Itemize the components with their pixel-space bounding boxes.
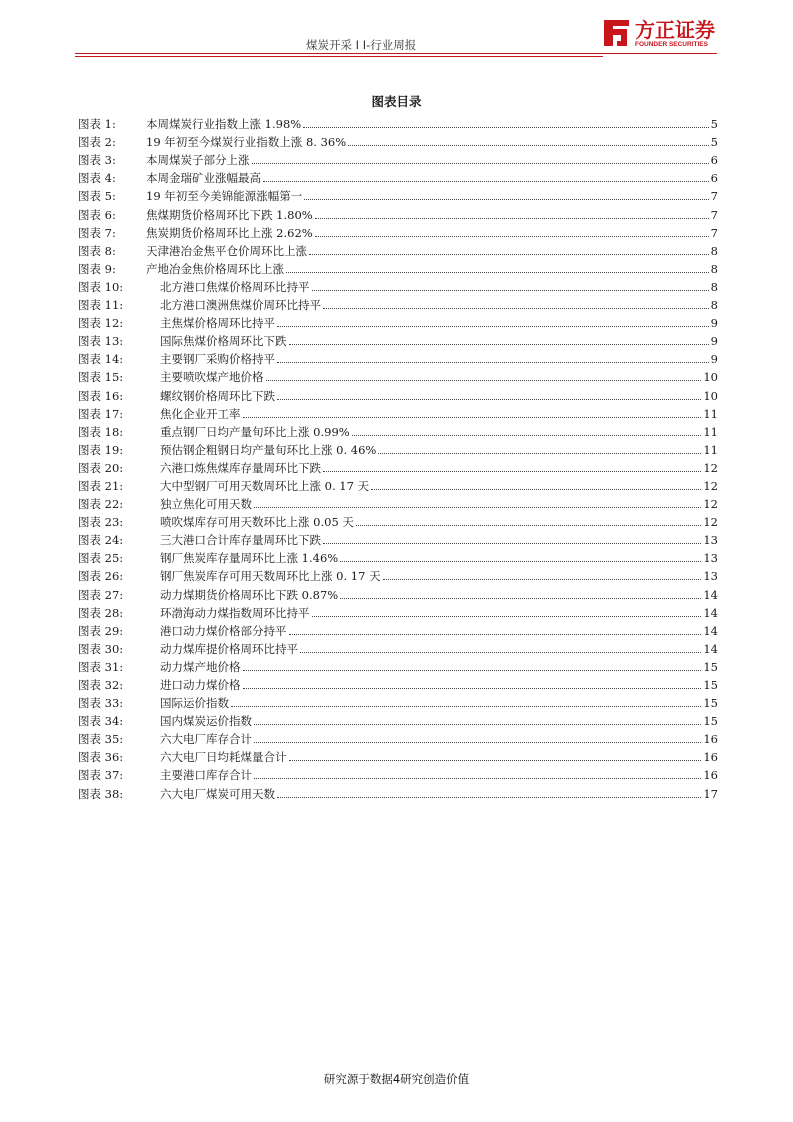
toc-entry-text: 喷吹煤库存可用天数环比上涨 0.05 天 [160,515,354,530]
toc-entry[interactable] [78,638,718,656]
toc-entry-label: 图表 13: [78,334,124,349]
logo-english-name: FOUNDER SECURITIES [635,41,708,48]
toc-entry-label: 图表 34: [78,714,124,729]
toc-entry-label: 图表 12: [78,316,124,331]
toc-entry-label: 图表 38: [78,786,124,801]
toc-dot-leader [300,651,701,653]
toc-entry-label: 图表 19: [78,442,124,457]
toc-entry-page: 12 [703,497,718,512]
toc-entry-text: 本周煤炭子部分上涨 [146,153,250,168]
toc-entry-page: 10 [703,370,718,385]
toc-dot-leader [277,398,701,400]
toc-entry[interactable] [78,403,718,421]
toc-dot-leader [323,470,701,472]
toc-entry-label: 图表 2: [78,135,116,150]
toc-dot-leader [263,180,709,182]
toc-entry-label: 图表 10: [78,279,124,294]
toc-entry-text: 预估钢企粗钢日均产量旬环比上涨 0. 46% [160,442,377,457]
toc-dot-leader [243,669,702,671]
toc-entry-page: 9 [710,334,718,349]
toc-entry-label: 图表 5: [78,189,116,204]
toc-entry[interactable] [78,113,718,131]
toc-dot-leader [352,434,702,436]
toc-entry-label: 图表 23: [78,515,124,530]
toc-entry[interactable] [78,330,718,348]
toc-entry-page: 11 [703,406,718,421]
toc-entry-text: 北方港口澳洲焦煤价周环比持平 [160,298,321,313]
toc-entry-label: 图表 28: [78,605,124,620]
toc-entry-page: 17 [703,786,718,801]
toc-entry-label: 图表 3: [78,153,116,168]
toc-entry[interactable] [78,529,718,547]
toc-entry[interactable] [78,366,718,384]
toc-entry-page: 8 [710,243,718,258]
toc-dot-leader [312,289,709,291]
toc-entry-page: 13 [703,551,718,566]
toc-entry-page: 12 [703,478,718,493]
toc-entry-page: 15 [703,714,718,729]
toc-entry-text: 大中型钢厂可用天数周环比上涨 0. 17 天 [160,478,370,493]
toc-entry-label: 图表 37: [78,768,124,783]
toc-entry-page: 11 [703,424,718,439]
toc-entry-text: 19 年初至今煤炭行业指数上涨 8. 36% [146,135,347,150]
toc-entry[interactable] [78,782,718,800]
toc-dot-leader [315,217,709,219]
toc-entry[interactable] [78,475,718,493]
toc-entry-page: 8 [710,298,718,313]
toc-entry[interactable] [78,276,718,294]
toc-dot-leader [303,126,708,128]
toc-entry-label: 图表 8: [78,243,116,258]
toc-entry-text: 焦煤期货价格周环比下跌 1.80% [146,207,313,222]
header-divider [75,53,717,54]
toc-entry-text: 国际焦煤价格周环比下跌 [160,334,287,349]
toc-dot-leader [243,687,702,689]
toc-entry-text: 六港口炼焦煤库存量周环比下跌 [160,460,321,475]
toc-dot-leader [304,198,708,200]
toc-entry-label: 图表 22: [78,497,124,512]
toc-entry[interactable] [78,602,718,620]
toc-dot-leader [323,542,701,544]
toc-entry-text: 环渤海动力煤指数周环比持平 [160,605,310,620]
toc-entry-page: 8 [710,279,718,294]
toc-entry-label: 图表 32: [78,678,124,692]
toc-dot-leader [286,271,709,273]
toc-entry-label: 图表 31: [78,659,124,674]
toc-entry-label: 图表 33: [78,696,124,711]
toc-entry-text: 动力煤产地价格 [160,659,241,674]
toc-entry[interactable] [78,674,718,692]
logo-chinese-name: 方正证券 [635,18,715,42]
toc-entry-page: 9 [710,316,718,331]
toc-entry-text: 港口动力煤价格部分持平 [160,623,287,638]
toc-dot-leader [315,235,709,237]
toc-dot-leader [309,253,709,255]
toc-entry-page: 11 [703,442,718,457]
toc-entry-label: 图表 15: [78,370,124,385]
toc-entry-text: 主焦煤价格周环比持平 [160,316,275,331]
toc-dot-leader [340,560,701,562]
toc-dot-leader [356,524,701,526]
toc-entry-text: 主要喷吹煤产地价格 [160,370,264,385]
toc-entry-text: 主要港口库存合计 [160,768,252,783]
toc-entry-page: 14 [703,641,718,656]
toc-entry-text: 焦炭期货价格周环比上涨 2.62% [146,225,313,240]
toc-entry[interactable] [78,312,718,330]
toc-entry-page: 7 [710,207,718,222]
table-of-figures [78,113,718,801]
toc-dot-leader [254,506,701,508]
toc-entry-text: 本周金瑞矿业涨幅最高 [146,171,261,186]
toc-entry[interactable] [78,710,718,728]
toc-entry-text: 六大电厂日均耗煤量合计 [160,750,287,765]
toc-entry-page: 5 [710,117,718,132]
toc-entry-label: 图表 21: [78,478,124,493]
toc-entry[interactable] [78,692,718,710]
toc-dot-leader [323,307,709,309]
toc-entry[interactable] [78,240,718,258]
toc-entry-text: 六大电厂煤炭可用天数 [160,786,275,801]
toc-dot-leader [371,488,701,490]
toc-entry-text: 重点钢厂日均产量旬环比上涨 0.99% [160,424,350,439]
toc-entry-text: 19 年初至今美锦能源涨幅第一 [146,189,303,204]
toc-entry[interactable] [78,620,718,638]
toc-dot-leader [266,379,702,381]
toc-entry-page: 14 [703,605,718,620]
toc-entry-label: 图表 36: [78,750,124,765]
toc-dot-leader [231,705,701,707]
toc-entry-page: 6 [710,171,718,186]
toc-entry-text: 本周煤炭行业指数上涨 1.98% [146,117,302,132]
toc-entry[interactable] [78,222,718,240]
toc-entry-page: 15 [703,659,718,674]
toc-entry-text: 六大电厂库存合计 [160,732,252,747]
toc-entry-text: 国内煤炭运价指数 [160,714,252,729]
toc-entry-page: 13 [703,569,718,584]
toc-entry[interactable] [78,547,718,565]
founder-logo-icon [601,16,633,50]
toc-entry[interactable] [78,185,718,203]
toc-entry-label: 图表 14: [78,352,124,367]
header-divider-thin [75,56,603,57]
toc-entry-text: 国际运价指数 [160,696,229,711]
toc-entry-page: 7 [710,225,718,240]
toc-entry-label: 图表 29: [78,623,124,638]
toc-dot-leader [277,325,709,327]
toc-entry[interactable] [78,258,718,276]
toc-entry-label: 图表 1: [78,117,116,132]
toc-entry-text: 螺纹钢价格周环比下跌 [160,388,275,403]
toc-entry[interactable] [78,421,718,439]
toc-entry[interactable] [78,294,718,312]
toc-entry-text: 钢厂焦炭库存可用天数周环比上涨 0. 17 天 [160,569,381,584]
toc-dot-leader [348,144,709,146]
toc-dot-leader [254,723,701,725]
toc-dot-leader [340,597,701,599]
toc-dot-leader [254,741,701,743]
toc-entry-page: 6 [710,153,718,168]
footer-slogan: 研究源于数据4研究创造价值 [323,1072,470,1086]
toc-dot-leader [289,759,702,761]
toc-entry-label: 图表 35: [78,732,124,747]
toc-entry[interactable] [78,493,718,511]
toc-entry-text: 进口动力煤价格 [160,678,241,692]
toc-entry-text: 三大港口合计库存量周环比下跌 [160,533,321,548]
toc-entry[interactable] [78,131,718,149]
toc-entry[interactable] [78,149,718,167]
toc-entry-page: 15 [703,678,718,692]
toc-entry-label: 图表 24: [78,533,124,548]
toc-entry-page: 14 [703,587,718,602]
toc-entry[interactable] [78,746,718,764]
toc-entry-page: 5 [710,135,718,150]
toc-dot-leader [277,361,709,363]
toc-entry-page: 16 [703,768,718,783]
toc-entry-text: 天津港冶金焦平仓价周环比上涨 [146,243,307,258]
toc-entry[interactable] [78,656,718,674]
toc-entry[interactable] [78,384,718,402]
toc-entry[interactable] [78,167,718,185]
toc-entry-label: 图表 9: [78,261,116,276]
toc-entry-label: 图表 7: [78,225,116,240]
toc-entry-text: 北方港口焦煤价格周环比持平 [160,279,310,294]
toc-entry-label: 图表 25: [78,551,124,566]
toc-entry-text: 动力煤期货价格周环比下跌 0.87% [160,587,339,602]
toc-entry-label: 图表 30: [78,641,124,656]
toc-entry-label: 图表 11: [78,298,124,313]
toc-entry-label: 图表 4: [78,171,116,186]
toc-dot-leader [378,452,701,454]
toc-entry-text: 焦化企业开工率 [160,406,241,421]
toc-entry-label: 图表 17: [78,406,124,421]
company-logo [601,12,723,52]
toc-entry-page: 14 [703,623,718,638]
toc-dot-leader [243,416,702,418]
toc-entry-label: 图表 6: [78,207,116,222]
toc-title: 图表目录 [371,94,422,109]
toc-entry-page: 8 [710,261,718,276]
toc-entry-text: 主要钢厂采购价格持平 [160,352,275,367]
toc-entry-page: 9 [710,352,718,367]
toc-entry-label: 图表 27: [78,587,124,602]
toc-entry-page: 7 [710,189,718,204]
toc-entry[interactable] [78,457,718,475]
toc-entry[interactable] [78,764,718,782]
toc-entry[interactable] [78,583,718,601]
toc-entry-text: 动力煤库提价格周环比持平 [160,641,298,656]
toc-entry-page: 12 [703,460,718,475]
report-category: 煤炭开采 I I-行业周报 [306,38,417,52]
toc-entry-page: 16 [703,750,718,765]
toc-entry-page: 10 [703,388,718,403]
toc-entry-label: 图表 18: [78,424,124,439]
toc-entry[interactable] [78,348,718,366]
toc-dot-leader [254,777,701,779]
toc-dot-leader [312,615,702,617]
toc-entry[interactable] [78,565,718,583]
toc-entry-label: 图表 20: [78,460,124,475]
toc-dot-leader [289,633,702,635]
toc-entry-text: 钢厂焦炭库存量周环比上涨 1.46% [160,551,339,566]
toc-entry-page: 15 [703,696,718,711]
toc-dot-leader [277,796,701,798]
toc-entry-page: 12 [703,515,718,530]
toc-entry[interactable] [78,511,718,529]
toc-entry[interactable] [78,728,718,746]
toc-entry-text: 产地冶金焦价格周环比上涨 [146,261,284,276]
toc-entry-text: 独立焦化可用天数 [160,497,252,512]
toc-entry-label: 图表 26: [78,569,124,584]
toc-entry-page: 13 [703,533,718,548]
toc-entry[interactable] [78,439,718,457]
toc-entry[interactable] [78,203,718,221]
toc-dot-leader [289,343,709,345]
toc-dot-leader [383,578,702,580]
toc-dot-leader [252,162,709,164]
toc-entry-page: 16 [703,732,718,747]
toc-entry-label: 图表 16: [78,388,124,403]
